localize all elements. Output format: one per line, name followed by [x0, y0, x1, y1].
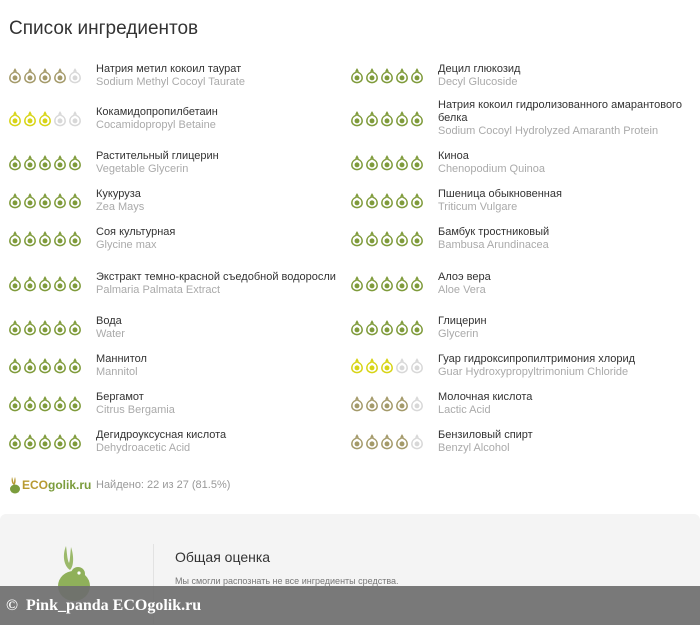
ingredient-row — [0, 309, 700, 347]
ingredient-latin: Chenopodium Quinoa — [438, 163, 546, 175]
ingredient-item[interactable] — [0, 347, 342, 385]
drop-filled-icon — [410, 193, 424, 209]
drop-filled-icon — [38, 68, 52, 84]
ingredient-info — [438, 391, 684, 417]
ingredient-latin: Glycine max — [96, 239, 157, 251]
ingredient-name[interactable]: Экстракт темно-красной съедобной водоросли — [96, 270, 336, 283]
found-row — [0, 462, 700, 508]
drop-filled-icon — [23, 320, 37, 336]
drop-filled-icon — [395, 276, 409, 292]
safety-rating — [0, 320, 96, 336]
drop-filled-icon — [68, 320, 82, 336]
drop-empty-icon — [410, 434, 424, 450]
ingredient-info — [438, 353, 684, 379]
ingredient-item[interactable] — [342, 182, 684, 220]
watermark-bar — [0, 586, 700, 625]
ingredient-latin: Citrus Bergamia — [96, 404, 175, 416]
ingredient-info — [96, 353, 342, 379]
drop-filled-icon — [350, 68, 364, 84]
drop-filled-icon — [395, 155, 409, 171]
ingredient-info — [96, 106, 342, 132]
ingredient-item[interactable] — [342, 423, 684, 461]
drop-filled-icon — [410, 276, 424, 292]
found-count: Найдено: 22 из 27 (81.5%) — [96, 479, 231, 491]
ingredient-info — [438, 271, 684, 297]
drop-filled-icon — [8, 231, 22, 247]
ingredient-grid — [0, 58, 700, 461]
copyright-icon: © — [6, 596, 18, 614]
drop-filled-icon — [410, 111, 424, 127]
ingredient-name[interactable]: Киноа — [438, 150, 469, 162]
safety-rating — [0, 155, 96, 171]
drop-filled-icon — [53, 231, 67, 247]
drop-empty-icon — [68, 111, 82, 127]
ingredient-item[interactable] — [342, 58, 684, 93]
drop-filled-icon — [350, 320, 364, 336]
ingredient-item[interactable] — [342, 144, 684, 182]
drop-filled-icon — [38, 276, 52, 292]
safety-rating — [342, 231, 438, 247]
drop-filled-icon — [68, 396, 82, 412]
drop-filled-icon — [350, 358, 364, 374]
drop-filled-icon — [68, 231, 82, 247]
ingredient-row — [0, 385, 700, 423]
ingredient-latin: Glycerin — [438, 328, 479, 340]
ingredient-row — [0, 58, 700, 93]
drop-filled-icon — [350, 111, 364, 127]
drop-empty-icon — [395, 358, 409, 374]
drop-filled-icon — [365, 396, 379, 412]
safety-rating — [0, 193, 96, 209]
drop-filled-icon — [395, 396, 409, 412]
ingredient-name[interactable]: Децил глюкозид — [438, 62, 521, 75]
ingredient-info — [96, 226, 342, 252]
safety-rating — [342, 320, 438, 336]
drop-filled-icon — [23, 111, 37, 127]
ingredient-info — [438, 226, 684, 252]
safety-rating — [342, 358, 438, 374]
ingredient-name[interactable]: Дегидроуксусная кислота — [96, 429, 227, 441]
ingredient-row — [0, 423, 700, 461]
drop-filled-icon — [8, 396, 22, 412]
ingredient-info — [96, 271, 342, 297]
drop-filled-icon — [395, 320, 409, 336]
safety-rating — [342, 434, 438, 450]
ingredient-row — [0, 220, 700, 258]
ingredient-item[interactable] — [0, 258, 342, 309]
drop-filled-icon — [8, 320, 22, 336]
ingredient-info — [438, 429, 684, 455]
drop-filled-icon — [38, 358, 52, 374]
ingredient-latin: Lactic Acid — [438, 404, 491, 416]
drop-filled-icon — [350, 276, 364, 292]
drop-filled-icon — [38, 320, 52, 336]
ingredient-name[interactable]: Пшеница обыкновенная — [438, 188, 562, 200]
ingredient-name[interactable]: Бензиловый спирт — [438, 429, 533, 441]
ingredient-info — [96, 63, 342, 89]
drop-filled-icon — [53, 68, 67, 84]
ingredient-info — [96, 150, 342, 176]
drop-filled-icon — [23, 231, 37, 247]
ingredient-info — [438, 188, 684, 214]
page-title: Список ингредиентов — [9, 18, 199, 39]
safety-rating — [342, 155, 438, 171]
drop-filled-icon — [38, 434, 52, 450]
safety-rating — [342, 193, 438, 209]
drop-filled-icon — [365, 155, 379, 171]
drop-filled-icon — [350, 155, 364, 171]
drop-filled-icon — [23, 155, 37, 171]
drop-filled-icon — [380, 111, 394, 127]
drop-filled-icon — [53, 396, 67, 412]
logo-rest: golik.ru — [48, 478, 92, 492]
drop-filled-icon — [68, 434, 82, 450]
drop-filled-icon — [395, 231, 409, 247]
ingredient-name[interactable]: Бамбук тростниковый — [438, 226, 550, 238]
ingredient-item[interactable] — [0, 182, 342, 220]
ingredient-info — [438, 150, 684, 176]
drop-filled-icon — [38, 396, 52, 412]
ingredient-latin: Aloe Vera — [438, 283, 486, 296]
drop-filled-icon — [380, 320, 394, 336]
drop-filled-icon — [365, 434, 379, 450]
ingredient-latin: Guar Hydroxypropyltrimonium Chloride — [438, 366, 629, 378]
drop-filled-icon — [68, 193, 82, 209]
ingredient-row — [0, 258, 700, 309]
drop-filled-icon — [23, 358, 37, 374]
drop-filled-icon — [380, 358, 394, 374]
ingredient-info — [438, 99, 684, 138]
ingredient-name[interactable]: Растительный глицерин — [96, 150, 219, 162]
drop-filled-icon — [23, 434, 37, 450]
drop-filled-icon — [68, 358, 82, 374]
ingredient-name[interactable]: Бергамот — [96, 391, 144, 403]
safety-rating — [342, 396, 438, 412]
safety-rating — [0, 231, 96, 247]
drop-filled-icon — [365, 320, 379, 336]
drop-filled-icon — [380, 231, 394, 247]
ingredient-item[interactable] — [342, 220, 684, 258]
drop-filled-icon — [395, 68, 409, 84]
ingredient-latin: Vegetable Glycerin — [96, 163, 189, 175]
drop-filled-icon — [53, 358, 67, 374]
ingredient-info — [96, 391, 342, 417]
drop-filled-icon — [68, 276, 82, 292]
ingredient-latin: Dehydroacetic Acid — [96, 442, 191, 454]
ingredient-latin: Sodium Cocoyl Hydrolyzed Amaranth Protein — [438, 125, 659, 137]
drop-filled-icon — [395, 193, 409, 209]
drop-empty-icon — [68, 68, 82, 84]
drop-filled-icon — [53, 320, 67, 336]
drop-filled-icon — [8, 193, 22, 209]
ingredient-item[interactable] — [0, 309, 342, 347]
safety-rating — [0, 396, 96, 412]
ingredient-info — [96, 429, 342, 455]
ingredient-name[interactable]: Натрия кокоил гидролизованного амарантового белка — [438, 99, 682, 124]
ingredient-item[interactable] — [342, 385, 684, 423]
drop-filled-icon — [53, 434, 67, 450]
drop-filled-icon — [8, 155, 22, 171]
overall-title: Общая оценка — [175, 549, 271, 565]
safety-rating — [342, 68, 438, 84]
ingredient-name[interactable]: Глицерин — [438, 315, 487, 327]
drop-empty-icon — [410, 358, 424, 374]
safety-rating — [0, 68, 96, 84]
drop-filled-icon — [8, 276, 22, 292]
drop-filled-icon — [365, 276, 379, 292]
drop-filled-icon — [380, 155, 394, 171]
ingredient-latin: Zea Mays — [96, 201, 145, 213]
drop-filled-icon — [380, 276, 394, 292]
safety-rating — [342, 276, 438, 292]
ingredient-info — [96, 315, 342, 341]
rabbit-logo-icon — [8, 476, 22, 494]
ingredient-item[interactable] — [342, 347, 684, 385]
ingredient-item[interactable] — [0, 144, 342, 182]
watermark-text: Pink_panda ECOgolik.ru — [25, 596, 202, 614]
drop-filled-icon — [410, 231, 424, 247]
drop-filled-icon — [8, 111, 22, 127]
ingredient-info — [96, 188, 342, 214]
drop-filled-icon — [380, 396, 394, 412]
ingredient-latin: Benzyl Alcohol — [438, 442, 510, 454]
ingredient-latin: Palmaria Palmata Extract — [96, 283, 221, 296]
ingredient-item[interactable] — [0, 93, 342, 144]
drop-filled-icon — [38, 111, 52, 127]
drop-filled-icon — [53, 276, 67, 292]
ingredient-row — [0, 93, 700, 144]
ingredient-latin: Sodium Methyl Cocoyl Taurate — [96, 75, 245, 88]
drop-filled-icon — [395, 111, 409, 127]
drop-filled-icon — [395, 434, 409, 450]
ingredient-latin: Cocamidopropyl Betaine — [96, 118, 216, 131]
drop-filled-icon — [365, 111, 379, 127]
safety-rating — [0, 276, 96, 292]
ingredient-info — [438, 63, 684, 89]
drop-filled-icon — [68, 155, 82, 171]
drop-filled-icon — [365, 358, 379, 374]
safety-rating — [0, 434, 96, 450]
drop-filled-icon — [8, 434, 22, 450]
ingredient-name[interactable]: Маннитол — [96, 353, 147, 365]
drop-filled-icon — [410, 68, 424, 84]
safety-rating — [342, 111, 438, 127]
ingredient-name[interactable]: Соя культурная — [96, 226, 176, 238]
ingredient-latin: Water — [96, 328, 125, 340]
ingredient-name[interactable]: Натрия метил кокоил таурат — [96, 62, 242, 75]
drop-filled-icon — [350, 396, 364, 412]
drop-filled-icon — [365, 68, 379, 84]
drop-filled-icon — [410, 320, 424, 336]
drop-filled-icon — [8, 68, 22, 84]
ingredient-latin: Triticum Vulgare — [438, 201, 518, 213]
ingredient-item[interactable] — [0, 423, 342, 461]
drop-filled-icon — [23, 396, 37, 412]
ingredient-item[interactable] — [342, 93, 684, 144]
ingredient-item[interactable] — [0, 385, 342, 423]
ingredient-name[interactable]: Гуар гидроксипропилтримония хлорид — [438, 353, 636, 365]
drop-filled-icon — [38, 231, 52, 247]
safety-rating — [0, 111, 96, 127]
ingredient-name[interactable]: Кукуруза — [96, 188, 141, 200]
drop-filled-icon — [365, 231, 379, 247]
drop-filled-icon — [53, 155, 67, 171]
ingredient-latin: Mannitol — [96, 366, 138, 378]
ingredient-name[interactable]: Вода — [96, 315, 122, 327]
drop-filled-icon — [350, 434, 364, 450]
ingredient-item[interactable] — [342, 258, 684, 309]
ingredient-name[interactable]: Кокамидопропилбетаин — [96, 105, 218, 118]
ingredient-name[interactable]: Молочная кислота — [438, 391, 533, 403]
drop-filled-icon — [350, 193, 364, 209]
drop-filled-icon — [38, 155, 52, 171]
ingredient-info — [438, 315, 684, 341]
ingredient-item[interactable] — [0, 220, 342, 258]
ecogolik-logo[interactable] — [0, 476, 96, 494]
ingredient-latin: Bambusa Arundinacea — [438, 239, 549, 251]
drop-filled-icon — [23, 276, 37, 292]
drop-filled-icon — [365, 193, 379, 209]
drop-empty-icon — [410, 396, 424, 412]
logo-eco: ECO — [22, 478, 49, 492]
ingredient-latin: Decyl Glucoside — [438, 75, 518, 88]
drop-filled-icon — [38, 193, 52, 209]
ingredient-item[interactable] — [0, 58, 342, 93]
drop-filled-icon — [23, 68, 37, 84]
drop-filled-icon — [380, 193, 394, 209]
drop-filled-icon — [8, 358, 22, 374]
ingredient-name[interactable]: Алоэ вера — [438, 270, 491, 283]
ingredient-item[interactable] — [342, 309, 684, 347]
drop-filled-icon — [410, 155, 424, 171]
overall-note: Мы смогли распознать не все ингредиенты средства. — [175, 576, 399, 586]
drop-empty-icon — [53, 111, 67, 127]
ingredient-row — [0, 182, 700, 220]
ingredient-row — [0, 347, 700, 385]
drop-filled-icon — [53, 193, 67, 209]
drop-filled-icon — [23, 193, 37, 209]
drop-filled-icon — [350, 231, 364, 247]
drop-filled-icon — [380, 434, 394, 450]
ingredient-row — [0, 144, 700, 182]
drop-filled-icon — [380, 68, 394, 84]
safety-rating — [0, 358, 96, 374]
